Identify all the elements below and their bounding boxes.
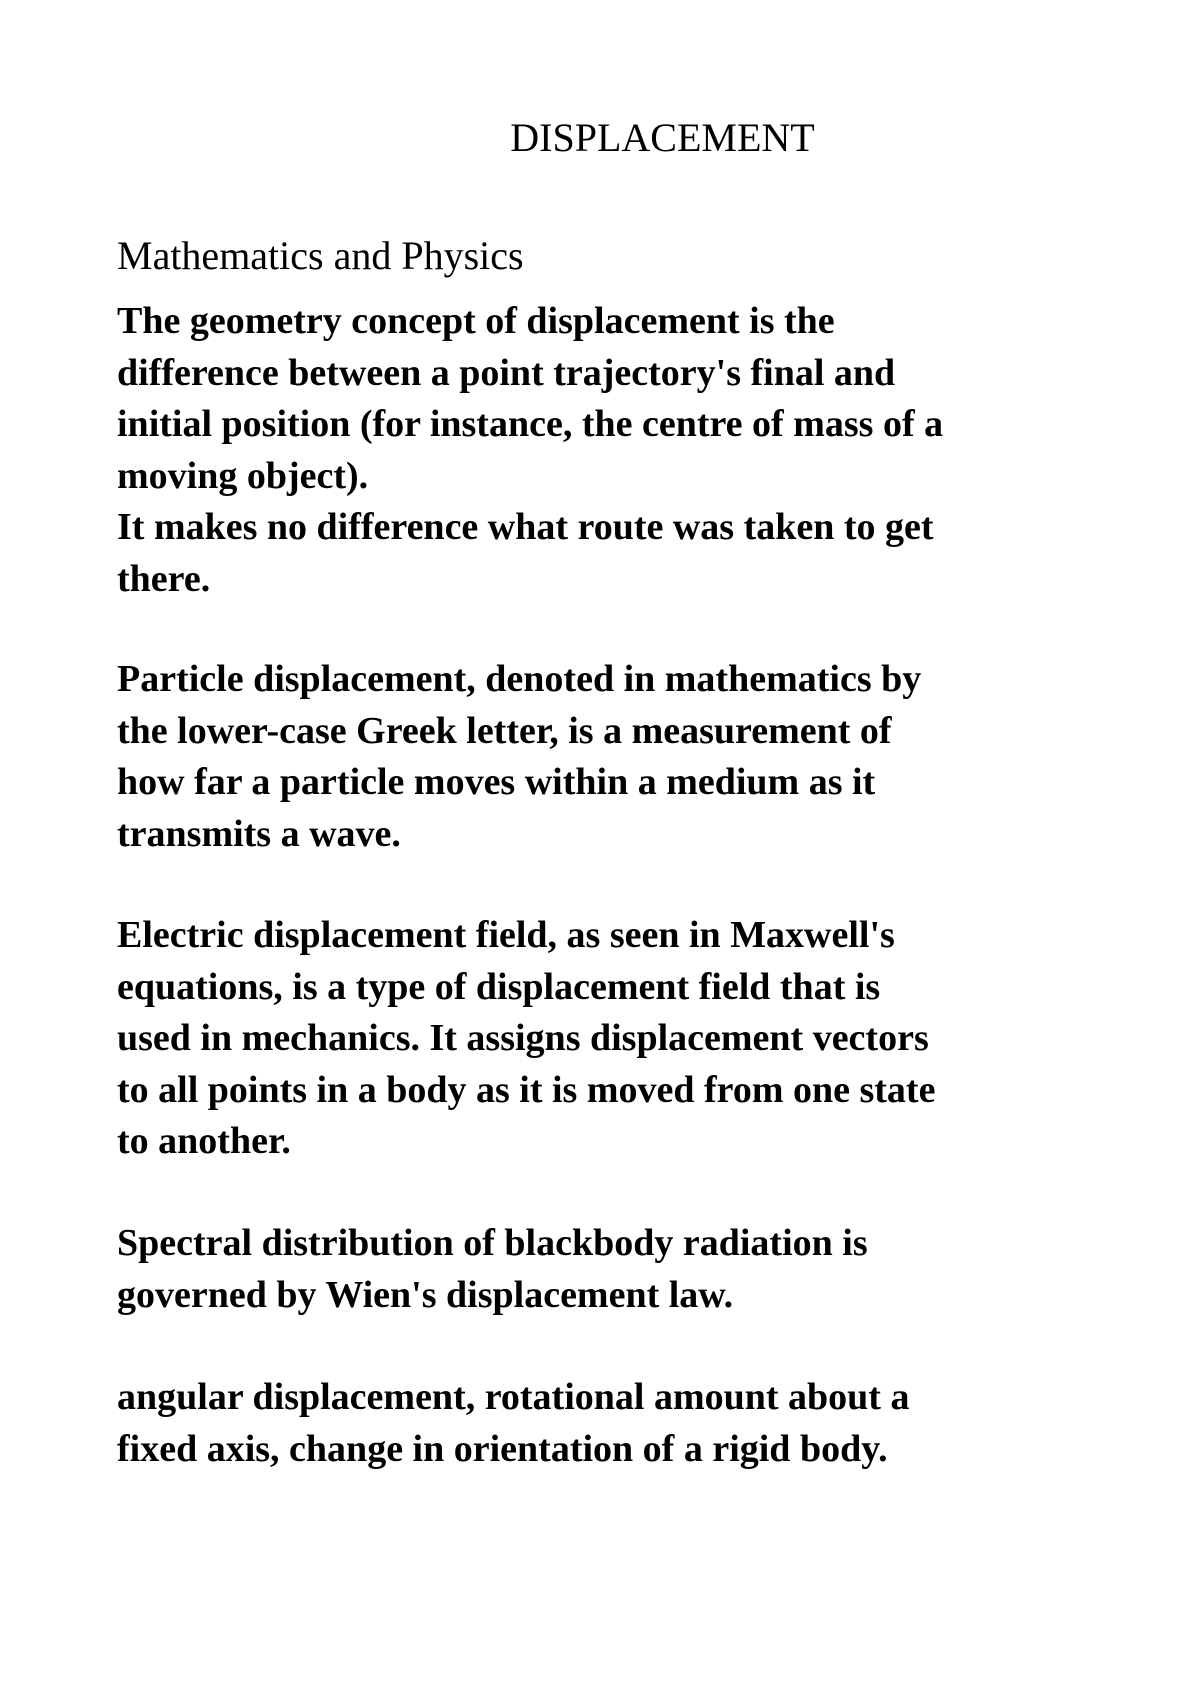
document-title: DISPLACEMENT [510,115,815,160]
text-line: transmits a wave. [117,812,401,855]
text-line: equations, is a type of displacement field that is [117,965,881,1008]
text-line: Spectral distribution of blackbody radiation is [117,1222,868,1264]
text-line: The geometry concept of displacement is the [117,300,835,342]
text-line: moving object). [117,454,369,497]
paragraph-wien-law [117,1218,1117,1321]
text-line: used in mechanics. It assigns displacement vectors [117,1017,929,1059]
text-line: initial position (for instance, the centre of mass of a [117,403,944,445]
paragraph-particle-displacement [117,654,1117,860]
text-line: there. [117,557,211,600]
text-line: to all points in a body as it is moved from one state [117,1068,936,1111]
text-line: governed by Wien's displacement law. [117,1273,734,1316]
paragraph-angular-displacement [117,1372,1117,1475]
text-line: fixed axis, change in orientation of a rigid body. [117,1427,888,1470]
text-line: Electric displacement field, as seen in Maxwell's [117,914,895,956]
paragraph-displacement-definition [117,296,1117,605]
document-subtitle: Mathematics and Physics [117,233,524,278]
text-line: how far a particle moves within a medium as it [117,761,876,803]
text-line: It makes no difference what route was taken to get [117,506,934,548]
text-line: angular displacement, rotational amount about a [117,1376,910,1418]
text-line: the lower-case Greek letter, is a measurement of [117,709,892,752]
text-line: difference between a point trajectory's final and [117,351,896,394]
text-line: to another. [117,1120,291,1162]
text-line: Particle displacement, denoted in mathematics by [117,658,922,700]
paragraph-electric-displacement [117,910,1117,1168]
